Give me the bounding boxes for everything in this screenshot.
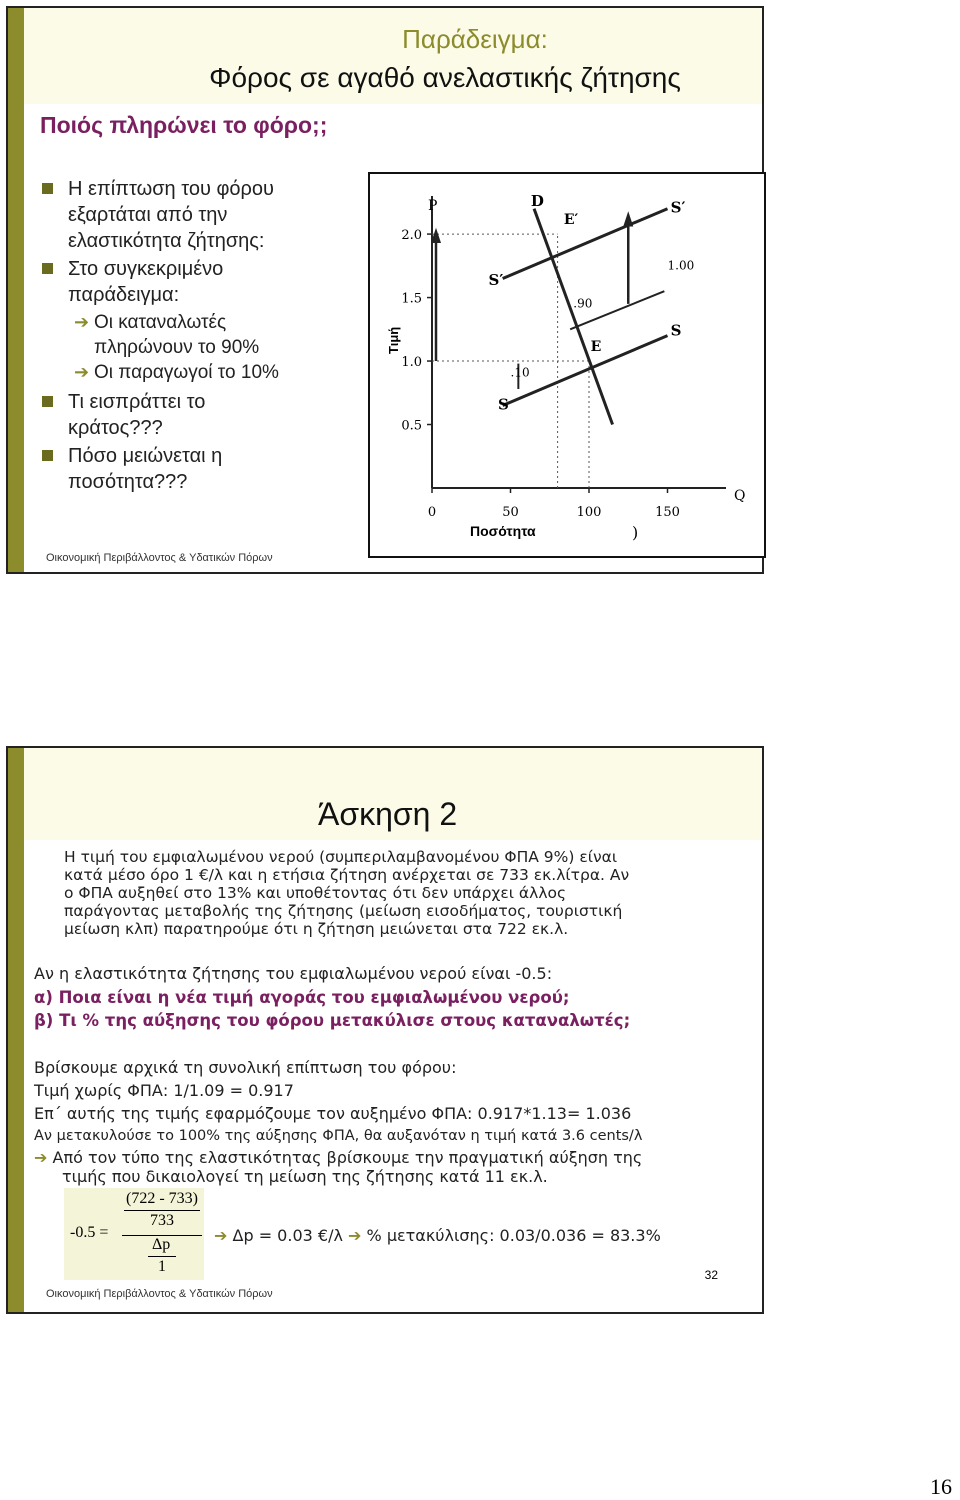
square-bullet-icon bbox=[42, 396, 53, 407]
slide-footer: Οικονομική Περιβάλλοντος & Υδατικών Πόρων bbox=[46, 1288, 273, 1300]
sub-bullet-text: Οι καταναλωτές bbox=[94, 312, 227, 333]
bullet-list bbox=[38, 176, 368, 497]
x-tick-label: 100 bbox=[576, 505, 602, 520]
document-page-number: 16 bbox=[930, 1474, 952, 1499]
formula-num-top: (722 - 733) bbox=[126, 1190, 198, 1207]
bullet-item bbox=[38, 176, 368, 254]
y-tick-label: 2.0 bbox=[401, 228, 422, 244]
annotation-090: .90 bbox=[573, 296, 593, 311]
slide-footer: Οικονομική Περιβάλλοντος & Υδατικών Πόρων bbox=[46, 552, 273, 564]
x-tick-label: 50 bbox=[502, 505, 519, 520]
sub-bullet-text: πληρώνουν το 90% bbox=[94, 337, 260, 358]
y-tick-label: 1.5 bbox=[401, 291, 422, 307]
paragraph-line: μείωση κλπ) παρατηρούμε ότι η ζήτηση μειώνεται στα 722 εκ.λ. bbox=[64, 920, 569, 938]
bullet-text: κράτος??? bbox=[68, 417, 163, 439]
paragraph-line: Η τιμή του εμφιαλωμένου νερού (συμπεριλαμβανομένου ΦΠΑ 9%) είναι bbox=[64, 848, 618, 866]
stray-paren-label: ) bbox=[632, 523, 639, 542]
x-axis-label: Ποσότητα bbox=[470, 523, 536, 539]
slide-2 bbox=[6, 746, 764, 1314]
bullet-text: εξαρτάται από την bbox=[68, 204, 228, 226]
calc-line-2: Τιμή χωρίς ΦΠΑ: 1/1.09 = 0.917 bbox=[34, 1081, 294, 1100]
supply-demand-chart bbox=[368, 172, 766, 558]
y-axis-symbol: P bbox=[428, 198, 438, 214]
point-label-e: E bbox=[590, 338, 602, 355]
elasticity-formula bbox=[64, 1188, 204, 1280]
y-tick-label: 1.0 bbox=[401, 355, 422, 371]
bullet-text: Η επίπτωση του φόρου bbox=[68, 178, 274, 200]
exercise-paragraph bbox=[64, 848, 754, 938]
annotation-010: .10 bbox=[510, 365, 530, 380]
slide-title-line2: Φόρος σε αγαθό ανελαστικής ζήτησης bbox=[209, 62, 681, 93]
sub-bullet-item bbox=[38, 310, 368, 360]
x-tick-label: 0 bbox=[427, 505, 437, 520]
slide-1 bbox=[6, 6, 764, 574]
chart-svg bbox=[370, 174, 764, 556]
bullet-item bbox=[38, 256, 368, 308]
series-label-s-prime: S′ bbox=[670, 198, 686, 217]
exercise-title: Άσκηση 2 bbox=[318, 796, 458, 832]
slide-question: Ποιός πληρώνει το φόρο;; bbox=[40, 112, 328, 138]
calc-line-5-text: Από τον τύπο της ελαστικότητας βρίσκουμε την πραγματική αύξηση της bbox=[52, 1148, 643, 1167]
calc-line-3: Επ΄ αυτής της τιμής εφαρμόζουμε τον αυξημένο ΦΠΑ: 0.917*1.13= 1.036 bbox=[34, 1104, 632, 1123]
x-tick-label: 150 bbox=[655, 505, 680, 520]
bullet-item bbox=[38, 389, 368, 441]
calc-line-5b: τιμής που δικαιολογεί τη μείωση της ζήτησης κατά 11 εκ.λ. bbox=[62, 1167, 548, 1186]
formula-num-bottom: 733 bbox=[150, 1212, 174, 1229]
y-tick-label: 0.5 bbox=[401, 418, 422, 434]
square-bullet-icon bbox=[42, 183, 53, 194]
bullet-text: Στο συγκεκριμένο bbox=[68, 258, 224, 280]
bullet-text: ελαστικότητα ζήτησης: bbox=[68, 230, 265, 252]
slide-left-bar bbox=[8, 8, 24, 572]
y-axis-label: Τιμή bbox=[386, 326, 401, 354]
arrow-bullet-icon: ➔ bbox=[74, 312, 90, 332]
paragraph-line: κατά μέσο όρο 1 €/λ και η ετήσια ζήτηση ανέρχεται σε 733 εκ.λίτρα. Αν bbox=[64, 866, 630, 884]
formula-den-top: Δp bbox=[152, 1236, 171, 1253]
x-axis-symbol: Q bbox=[734, 488, 746, 504]
arrow-icon: ➔ bbox=[348, 1226, 367, 1245]
result-value: Δp = 0.03 €/λ bbox=[232, 1226, 343, 1245]
square-bullet-icon bbox=[42, 263, 53, 274]
paragraph-line: παράγοντας μεταβολής της ζήτησης (μείωση εισοδήματος, τουριστική bbox=[64, 902, 623, 920]
calc-line-5 bbox=[34, 1148, 642, 1167]
slide-title-line1: Παράδειγμα: bbox=[402, 24, 548, 54]
bullet-text: Τι εισπράττει το bbox=[68, 391, 206, 413]
arrow-icon: ➔ bbox=[34, 1148, 53, 1167]
formula-den-rule bbox=[148, 1256, 176, 1257]
bullet-text: ποσότητα??? bbox=[68, 471, 188, 493]
sub-bullet-item bbox=[38, 360, 368, 385]
calc-line-1: Βρίσκουμε αρχικά τη συνολική επίπτωση του φόρου: bbox=[34, 1058, 457, 1077]
series-label-d: D bbox=[530, 192, 544, 211]
tax-arrow-head bbox=[623, 211, 633, 226]
question-b: β) Τι % της αύξησης του φόρου μετακύλισε στους καταναλωτές; bbox=[34, 1011, 631, 1030]
slide-page-number: 32 bbox=[704, 1268, 718, 1282]
question-a: α) Ποια είναι η νέα τιμή αγοράς του εμφιαλωμένου νερού; bbox=[34, 988, 570, 1007]
formula-den-bottom: 1 bbox=[158, 1258, 166, 1275]
point-label-e-prime: E′ bbox=[563, 211, 579, 228]
elasticity-line: Αν η ελαστικότητα ζήτησης του εμφιαλωμένου νερού είναι -0.5: bbox=[34, 964, 553, 983]
paragraph-line: ο ΦΠΑ αυξηθεί στο 13% και υποθέτοντας ότι δεν υπάρχει άλλος bbox=[64, 884, 567, 902]
calc-line-4: Αν μετακυλούσε το 100% της αύξησης ΦΠΑ, θα αυξανόταν η τιμή κατά 3.6 cents/λ bbox=[34, 1128, 643, 1144]
formula-lhs: -0.5 = bbox=[70, 1224, 109, 1241]
annotation-100: 1.00 bbox=[667, 258, 695, 273]
arrow-icon: ➔ bbox=[214, 1226, 233, 1245]
slide-left-bar bbox=[8, 748, 24, 1312]
supply-tax-line bbox=[503, 209, 668, 279]
bullet-item bbox=[38, 443, 368, 495]
series-label-s-prime: S′ bbox=[488, 270, 504, 289]
formula-rule bbox=[124, 1210, 200, 1211]
series-label-s: S bbox=[670, 321, 682, 340]
arrow-bullet-icon: ➔ bbox=[74, 362, 90, 382]
sub-bullet-text: Οι παραγωγοί το 10% bbox=[94, 362, 279, 383]
series-label-s: S bbox=[497, 395, 509, 414]
result-line bbox=[214, 1226, 661, 1245]
result-pass-through: % μετακύλισης: 0.03/0.036 = 83.3% bbox=[366, 1226, 661, 1245]
square-bullet-icon bbox=[42, 450, 53, 461]
bullet-text: Πόσο μειώνεται η bbox=[68, 445, 223, 467]
bullet-text: παράδειγμα: bbox=[68, 284, 180, 306]
